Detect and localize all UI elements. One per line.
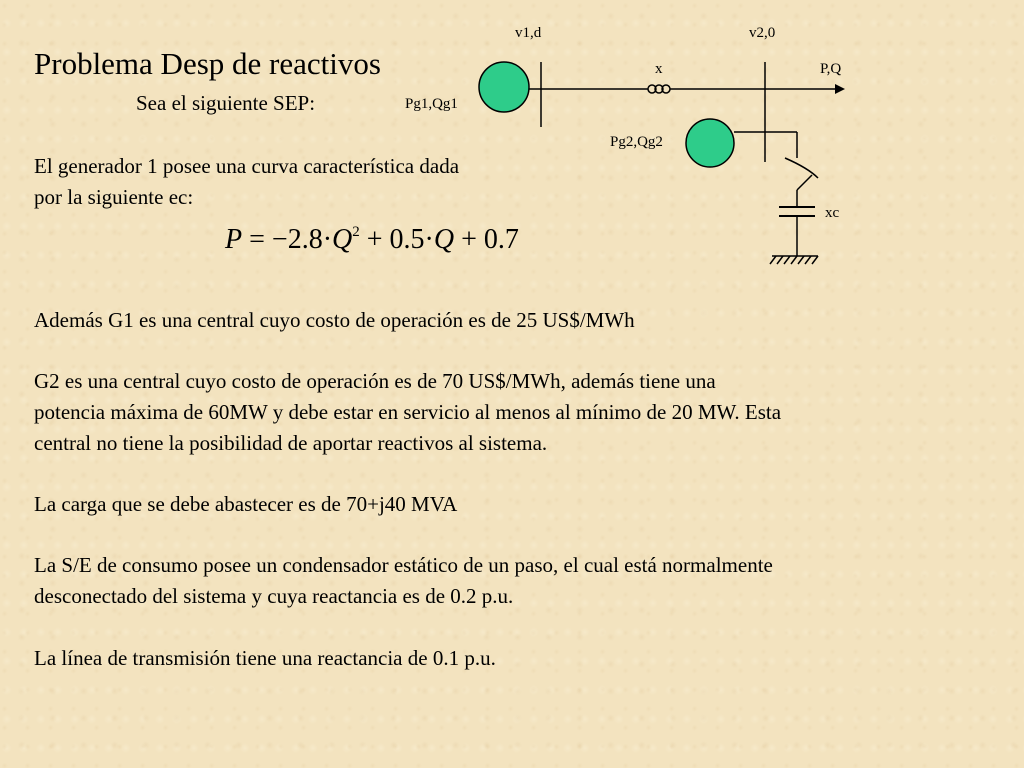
capacitor-switch-icon — [785, 158, 818, 190]
capacitor-line-2: desconectado del sistema y cuya reactancia es de 0.2 p.u. — [34, 584, 514, 608]
capacitor-line-1: La S/E de consumo posee un condensador estático de un paso, el cual está normalmente — [34, 553, 773, 577]
intro-line-2: por la siguiente ec: — [34, 185, 194, 209]
page-title: Problema Desp de reactivos — [34, 46, 381, 81]
generator-1-icon — [479, 62, 529, 112]
load-label: P,Q — [820, 61, 842, 77]
load-text: La carga que se debe abastecer es de 70+j40 MVA — [34, 492, 458, 516]
load-arrow-icon — [835, 84, 845, 94]
ground-icon — [770, 256, 818, 264]
intro-line-1: El generador 1 posee una curva característica dada — [34, 154, 460, 178]
line-reactance-text: La línea de transmisión tiene una reactancia de 0.1 p.u. — [34, 646, 496, 670]
bus1-label: v1,d — [515, 25, 542, 41]
bus2-label: v2,0 — [749, 25, 776, 41]
equation-equals: = — [242, 224, 272, 255]
g2-line-2: potencia máxima de 60MW y debe estar en servicio al menos al mínimo de 20 MW. Esta — [34, 400, 782, 424]
equation-term2: + 0.5· — [359, 224, 434, 255]
gen2-label: Pg2,Qg2 — [610, 134, 663, 150]
generator-2-icon — [686, 119, 734, 167]
equation-coef1: −2.8· — [271, 224, 333, 255]
equation-exponent: 2 — [352, 224, 360, 240]
equation-q1: Q — [332, 224, 353, 255]
g2-line-3: central no tiene la posibilidad de aportar reactivos al sistema. — [34, 431, 548, 455]
reactance-coil-icon — [648, 85, 670, 93]
equation-term3: + 0.7 — [454, 224, 519, 255]
equation-p: P — [225, 224, 243, 255]
g1-cost-text: Además G1 es una central cuyo costo de operación es de 25 US$/MWh — [34, 308, 635, 332]
gen1-label: Pg1,Qg1 — [405, 96, 458, 112]
g2-line-1: G2 es una central cuyo costo de operación es de 70 US$/MWh, además tiene una — [34, 369, 716, 393]
subtitle: Sea el siguiente SEP: — [136, 91, 316, 115]
capacitor-label: xc — [825, 205, 840, 221]
equation-q2: Q — [433, 224, 455, 255]
reactance-label: x — [655, 61, 663, 77]
